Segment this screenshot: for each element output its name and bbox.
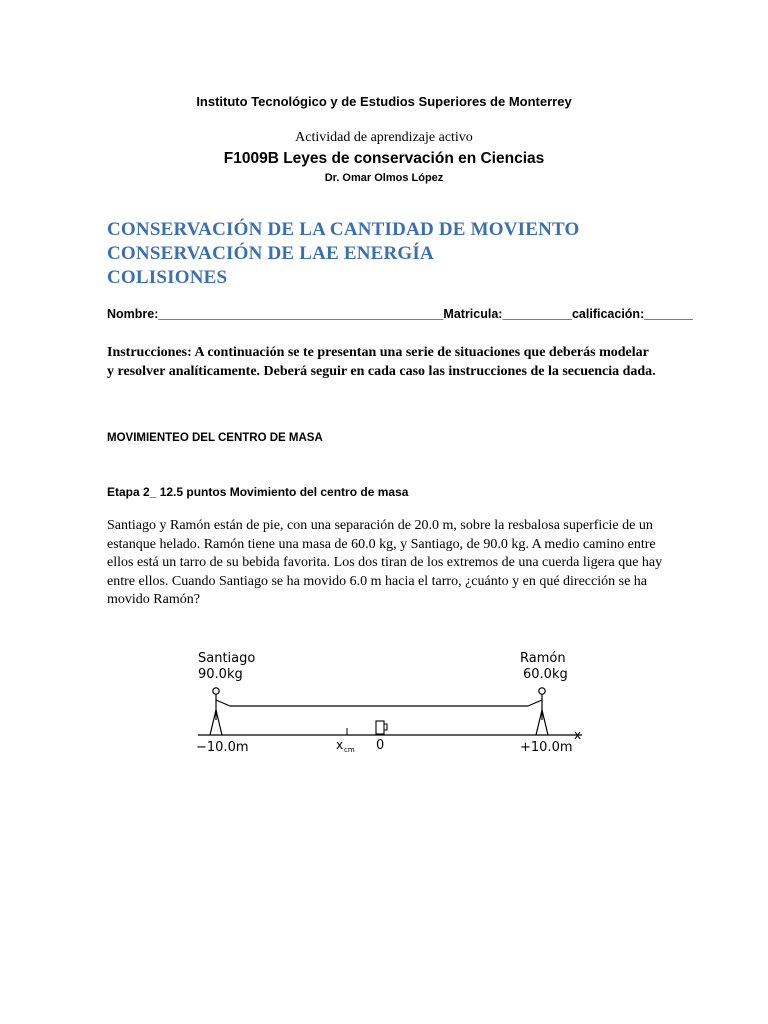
cm-subscript: cm (344, 746, 355, 754)
santiago-name-label: Santiago (198, 651, 256, 666)
document-title-line-1: CONSERVACIÓN DE LA CANTIDAD DE MOVIENTO (107, 219, 580, 240)
problem-figure (190, 640, 600, 760)
origin-label: 0 (376, 738, 385, 753)
mug-icon (376, 721, 387, 734)
document-title-line-2: CONSERVACIÓN DE LAE ENERGÍA (107, 243, 434, 264)
document-title-line-3: COLISIONES (107, 267, 228, 288)
x-axis-label: x (574, 728, 582, 742)
section-heading: MOVIMIENTEO DEL CENTRO DE MASA (107, 432, 323, 444)
institution-name: Instituto Tecnológico y de Estudios Superiores de Monterrey (196, 94, 572, 109)
ramon-figure (528, 688, 548, 735)
activity-label: Actividad de aprendizaje activo (295, 130, 473, 145)
ramon-name-label: Ramón (520, 651, 566, 666)
instructions-paragraph: Instrucciones: A continuación se te presentan una serie de situaciones que deberás modelar y resolver analíticamente. Deberá seguir en cada caso las instrucciones de la secuencia dada. (107, 345, 656, 379)
santiago-mass-label: 90.0kg (198, 667, 243, 682)
right-position-label: +10.0m (520, 740, 573, 755)
stage-heading: Etapa 2_ 12.5 puntos Movimiento del centro de masa (107, 485, 409, 499)
course-title: F1009B Leyes de conservación en Ciencias (223, 150, 545, 167)
student-info-fields: Nombre:_________________________________________Matricula:__________calificación:_______ (107, 307, 693, 321)
santiago-figure (210, 688, 230, 735)
cm-label: x (336, 738, 344, 752)
problem-statement: Santiago y Ramón están de pie, con una separación de 20.0 m, sobre la resbalosa superficie de un estanque helado. Ramón tiene una masa de 60.0 kg, y Santiago, de 90.0 kg. A medio camino entre ellos está un tarro de su bebida favorita. Los dos tiran de los extremos de una cuerda ligera que hay entre ellos. Cuando Santiago se ha movido 6.0 m hacia el tarro, ¿cuánto y en qué dirección se ha movido Ramón? (107, 518, 663, 607)
ramon-mass-label: 60.0kg (523, 667, 568, 682)
professor-name: Dr. Omar Olmos López (324, 172, 444, 184)
left-position-label: −10.0m (196, 740, 249, 755)
